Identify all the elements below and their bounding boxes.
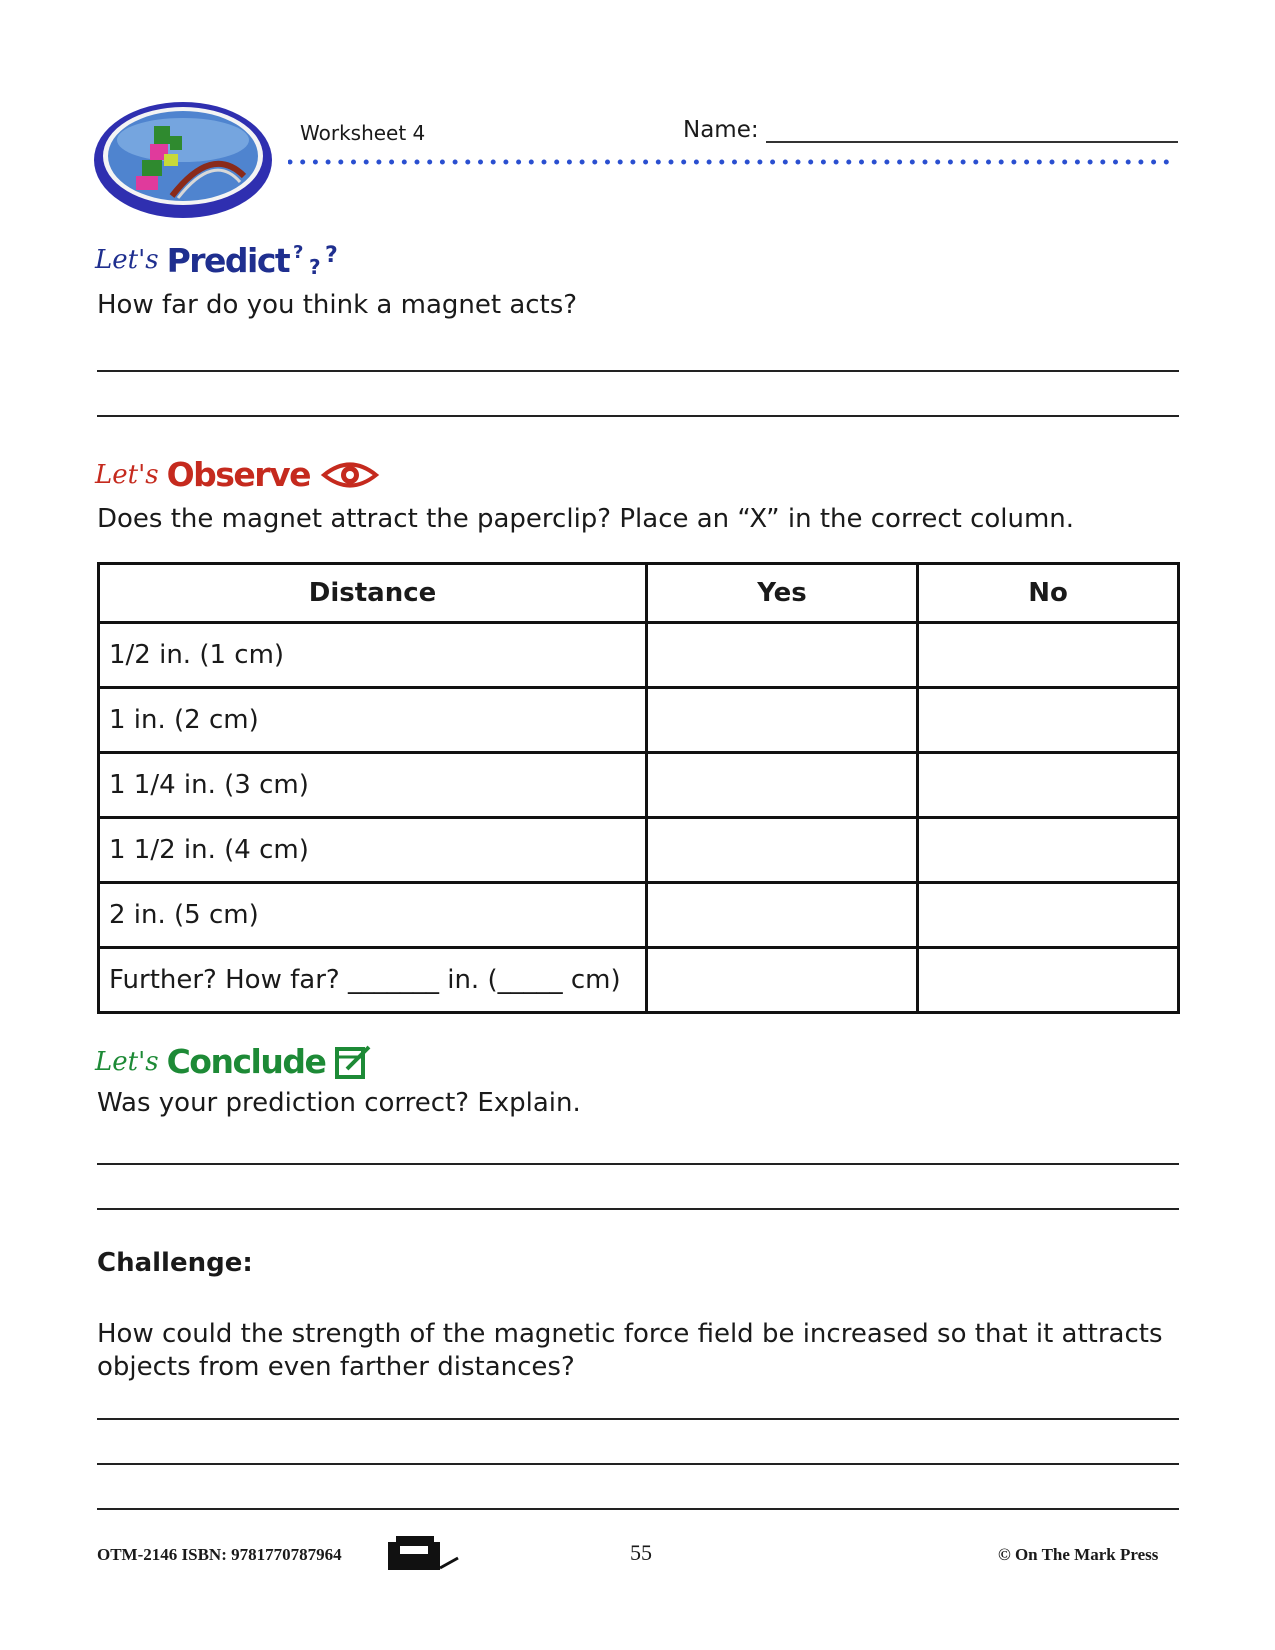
table-row bbox=[99, 623, 1179, 688]
predict-question: How far do you think a magnet acts? bbox=[97, 290, 578, 320]
distance-cell: 2 in. (5 cm) bbox=[99, 883, 647, 948]
conclude-question: Was your prediction correct? Explain. bbox=[97, 1088, 581, 1118]
svg-text:?: ? bbox=[309, 255, 320, 279]
table-row bbox=[99, 883, 1179, 948]
answer-line[interactable] bbox=[97, 415, 1179, 417]
observe-lets: Let's bbox=[95, 459, 159, 490]
name-field[interactable] bbox=[766, 141, 1178, 143]
answer-line[interactable] bbox=[97, 1463, 1179, 1465]
no-cell[interactable] bbox=[918, 883, 1179, 948]
footer-copyright: © On The Mark Press bbox=[998, 1545, 1159, 1564]
yes-cell[interactable] bbox=[647, 818, 918, 883]
header-distance: Distance bbox=[99, 564, 647, 623]
no-cell[interactable] bbox=[918, 688, 1179, 753]
yes-cell[interactable] bbox=[647, 753, 918, 818]
eye-icon bbox=[320, 456, 380, 494]
table-row bbox=[99, 688, 1179, 753]
challenge-title: Challenge: bbox=[97, 1248, 253, 1278]
observe-question: Does the magnet attract the paperclip? Place an “X” in the correct column. bbox=[97, 504, 1075, 534]
worksheet-label: Worksheet 4 bbox=[300, 121, 426, 145]
table-header-row bbox=[99, 564, 1179, 623]
roller-coaster-image bbox=[92, 96, 274, 220]
distance-cell: 1/2 in. (1 cm) bbox=[99, 623, 647, 688]
yes-cell[interactable] bbox=[647, 688, 918, 753]
header-yes: Yes bbox=[647, 564, 918, 623]
observe-title: Observe bbox=[166, 455, 310, 494]
distance-table bbox=[97, 562, 1180, 1014]
answer-line[interactable] bbox=[97, 1208, 1179, 1210]
answer-line[interactable] bbox=[97, 1508, 1179, 1510]
distance-cell: 1 in. (2 cm) bbox=[99, 688, 647, 753]
answer-line[interactable] bbox=[97, 1418, 1179, 1420]
observe-heading bbox=[95, 455, 380, 494]
distance-cell: 1 1/2 in. (4 cm) bbox=[99, 818, 647, 883]
distance-cell: Further? How far? _______ in. (_____ cm) bbox=[99, 948, 647, 1013]
conclude-lets: Let's bbox=[95, 1046, 159, 1077]
header-no: No bbox=[918, 564, 1179, 623]
answer-line[interactable] bbox=[97, 1163, 1179, 1165]
dotted-divider bbox=[288, 158, 1180, 166]
yes-cell[interactable] bbox=[647, 948, 918, 1013]
challenge-question: How could the strength of the magnetic force field be increased so that it attracts objects from even farther distances? bbox=[97, 1319, 1163, 1382]
press-logo-icon bbox=[388, 1530, 460, 1572]
yes-cell[interactable] bbox=[647, 883, 918, 948]
svg-text:?: ? bbox=[293, 242, 303, 263]
predict-heading bbox=[95, 240, 343, 280]
table-row bbox=[99, 753, 1179, 818]
table-row bbox=[99, 948, 1179, 1013]
no-cell[interactable] bbox=[918, 818, 1179, 883]
no-cell[interactable] bbox=[918, 753, 1179, 818]
table-row bbox=[99, 818, 1179, 883]
distance-cell: 1 1/4 in. (3 cm) bbox=[99, 753, 647, 818]
conclude-title: Conclude bbox=[166, 1042, 326, 1081]
page-number: 55 bbox=[630, 1540, 652, 1565]
name-label: Name: bbox=[683, 117, 759, 143]
no-cell[interactable] bbox=[918, 623, 1179, 688]
footer-isbn: OTM-2146 ISBN: 9781770787964 bbox=[97, 1545, 342, 1564]
question-marks-icon bbox=[289, 240, 343, 280]
notepad-icon bbox=[333, 1043, 373, 1081]
no-cell[interactable] bbox=[918, 948, 1179, 1013]
svg-text:?: ? bbox=[325, 243, 337, 268]
conclude-heading bbox=[95, 1042, 373, 1081]
predict-lets: Let's bbox=[95, 245, 159, 275]
yes-cell[interactable] bbox=[647, 623, 918, 688]
predict-title: Predict bbox=[166, 240, 290, 280]
answer-line[interactable] bbox=[97, 370, 1179, 372]
